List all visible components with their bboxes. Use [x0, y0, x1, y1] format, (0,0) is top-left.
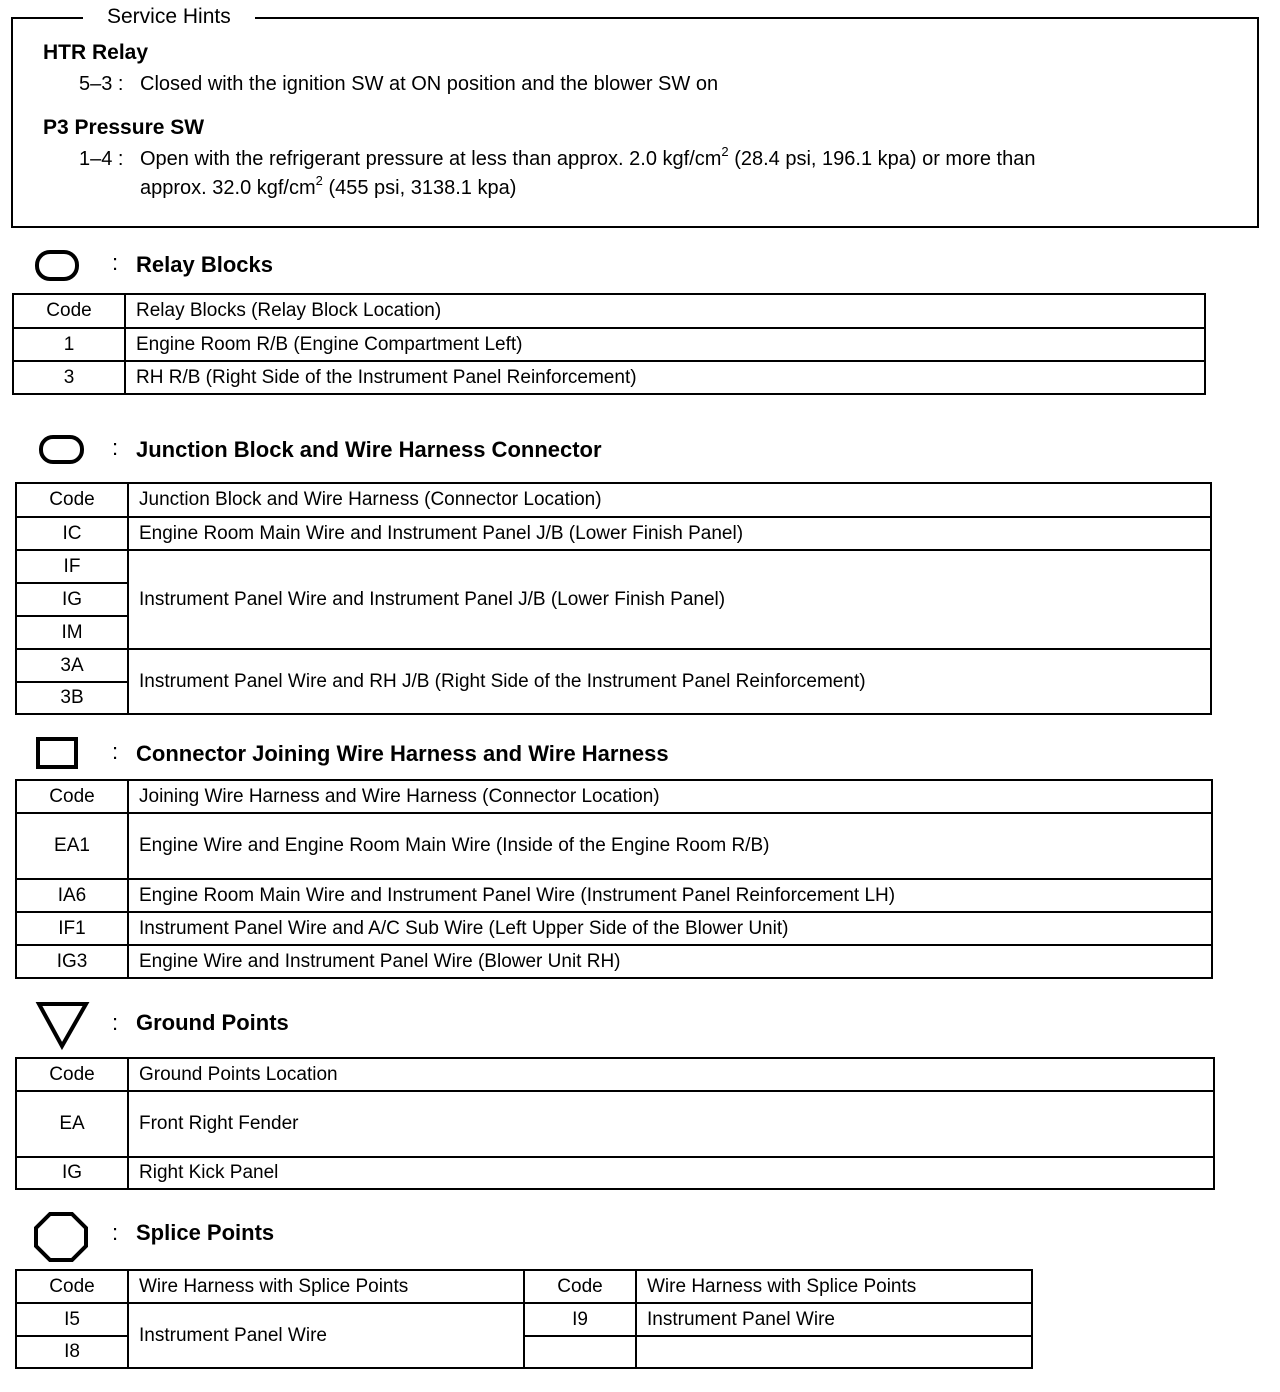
wire-harness-cell — [636, 1336, 1032, 1368]
code-cell: IG — [16, 1157, 128, 1189]
connector-joining-colon: : — [112, 739, 119, 764]
column-header: Code — [524, 1270, 636, 1303]
table-row — [16, 517, 1211, 550]
code-cell: I5 — [16, 1303, 128, 1336]
code-cell: IG3 — [16, 945, 128, 978]
table-header-row — [16, 483, 1211, 517]
wire-harness-cell: Instrument Panel Wire — [128, 1303, 524, 1368]
table-row — [16, 945, 1212, 978]
code-cell: I9 — [524, 1303, 636, 1336]
column-header: Junction Block and Wire Harness (Connector Location) — [128, 483, 1211, 517]
column-header: Code — [13, 294, 125, 328]
table-row — [16, 649, 1211, 682]
connector-joining-title: Connector Joining Wire Harness and Wire Harness — [136, 741, 669, 766]
splice-points-table — [15, 1269, 1033, 1369]
service-hints-box — [11, 5, 1259, 228]
p3-sup-a: 2 — [721, 144, 729, 159]
relay-blocks-table — [12, 293, 1206, 395]
location-cell: Engine Wire and Engine Room Main Wire (Inside of the Engine Room R/B) — [128, 813, 1212, 879]
table-row — [16, 1157, 1214, 1189]
table-row — [16, 1303, 1032, 1336]
code-cell: 1 — [13, 328, 125, 361]
table-row — [13, 328, 1205, 361]
code-cell: EA1 — [16, 813, 128, 879]
column-header: Wire Harness with Splice Points — [128, 1270, 524, 1303]
p3-sup-c: 2 — [315, 173, 323, 188]
ground-points-table — [15, 1057, 1215, 1190]
column-header: Code — [16, 1058, 128, 1091]
code-cell: IF1 — [16, 912, 128, 945]
relay-blocks-colon: : — [112, 250, 119, 275]
p3-pressure-sw-heading: P3 Pressure SW — [43, 116, 205, 139]
ground-triangle-icon — [30, 1000, 94, 1052]
p3-text — [140, 145, 1210, 203]
p3-text-a: Open with the refrigerant pressure at less than approx. 2.0 kgf/cm — [140, 148, 722, 170]
ground-points-title: Ground Points — [136, 1010, 289, 1035]
table-row — [16, 1091, 1214, 1157]
p3-pins: 1–4 : — [79, 148, 124, 170]
oval-icon — [30, 430, 90, 470]
location-cell: Front Right Fender — [128, 1091, 1214, 1157]
table-header-row — [16, 1270, 1032, 1303]
code-cell: I8 — [16, 1336, 128, 1368]
column-header: Code — [16, 780, 128, 813]
location-cell: Engine Wire and Instrument Panel Wire (Blower Unit RH) — [128, 945, 1212, 978]
splice-points-colon: : — [112, 1220, 119, 1245]
p3-text-b: (28.4 psi, 196.1 kpa) or more than — [728, 148, 1036, 170]
column-header: Ground Points Location — [128, 1058, 1214, 1091]
rounded-rect-icon — [30, 245, 82, 285]
location-cell: Instrument Panel Wire and A/C Sub Wire (Left Upper Side of the Blower Unit) — [128, 912, 1212, 945]
p3-text-d: (455 psi, 3138.1 kpa) — [322, 177, 517, 199]
code-cell: 3 — [13, 361, 125, 394]
octagon-icon — [30, 1210, 94, 1264]
relay-blocks-title: Relay Blocks — [136, 252, 273, 277]
code-cell: IC — [16, 517, 128, 550]
table-row — [16, 879, 1212, 912]
connector-joining-table — [15, 779, 1213, 979]
location-cell: Instrument Panel Wire and RH J/B (Right Side of the Instrument Panel Reinforcement) — [128, 649, 1211, 714]
code-cell: IA6 — [16, 879, 128, 912]
ground-points-colon: : — [112, 1010, 119, 1035]
location-cell: RH R/B (Right Side of the Instrument Panel Reinforcement) — [125, 361, 1205, 394]
location-cell: Engine Room Main Wire and Instrument Panel Wire (Instrument Panel Reinforcement LH) — [128, 879, 1212, 912]
location-cell: Right Kick Panel — [128, 1157, 1214, 1189]
code-cell: IM — [16, 616, 128, 649]
table-row — [16, 912, 1212, 945]
junction-block-title: Junction Block and Wire Harness Connector — [136, 437, 602, 462]
table-header-row — [16, 780, 1212, 813]
code-cell — [524, 1336, 636, 1368]
htr-relay-pins: 5–3 : — [79, 73, 124, 95]
column-header: Joining Wire Harness and Wire Harness (Connector Location) — [128, 780, 1212, 813]
location-cell: Instrument Panel Wire and Instrument Panel J/B (Lower Finish Panel) — [128, 550, 1211, 649]
location-cell: Engine Room Main Wire and Instrument Panel J/B (Lower Finish Panel) — [128, 517, 1211, 550]
htr-relay-hint — [79, 70, 1229, 100]
code-cell: IG — [16, 583, 128, 616]
code-cell: 3B — [16, 682, 128, 714]
column-header: Wire Harness with Splice Points — [636, 1270, 1032, 1303]
table-row — [16, 550, 1211, 583]
wire-harness-cell: Instrument Panel Wire — [636, 1303, 1032, 1336]
code-cell: IF — [16, 550, 128, 583]
column-header: Code — [16, 1270, 128, 1303]
table-header-row — [16, 1058, 1214, 1091]
p3-text-c: approx. 32.0 kgf/cm — [140, 177, 316, 199]
service-hints-title: Service Hints — [83, 4, 255, 30]
p3-pressure-sw-hint — [79, 145, 1229, 205]
code-cell: EA — [16, 1091, 128, 1157]
code-cell: 3A — [16, 649, 128, 682]
junction-block-table — [15, 482, 1212, 715]
table-row — [13, 361, 1205, 394]
location-cell: Engine Room R/B (Engine Compartment Left) — [125, 328, 1205, 361]
htr-relay-text: Closed with the ignition SW at ON position and the blower SW on — [140, 73, 719, 95]
square-icon — [30, 734, 90, 774]
splice-points-title: Splice Points — [136, 1220, 275, 1245]
table-row — [16, 813, 1212, 879]
table-header-row — [13, 294, 1205, 328]
junction-block-colon: : — [112, 435, 119, 460]
column-header: Relay Blocks (Relay Block Location) — [125, 294, 1205, 328]
column-header: Code — [16, 483, 128, 517]
htr-relay-heading: HTR Relay — [43, 41, 149, 64]
